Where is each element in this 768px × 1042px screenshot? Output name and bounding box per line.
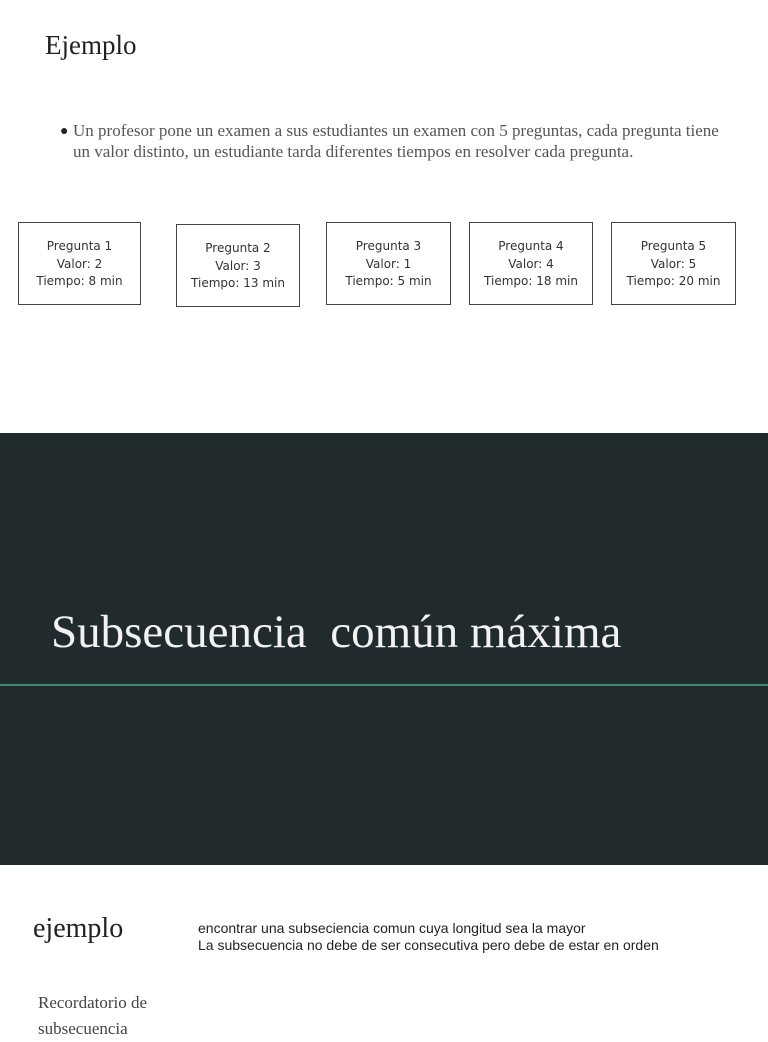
question-time: Tiempo: 13 min — [191, 276, 285, 290]
question-time: Tiempo: 20 min — [626, 274, 721, 288]
question-name: Pregunta 4 — [498, 239, 564, 253]
slide-ejemplo-lcs — [0, 865, 768, 1038]
subtitle-text: Recordatorio de subsecuencia — [38, 993, 148, 1038]
question-name: Pregunta 1 — [46, 239, 113, 253]
question-name: Pregunta 3 — [355, 239, 422, 253]
bullet-item — [60, 120, 720, 162]
slide-ejemplo — [0, 0, 768, 433]
accent-divider — [0, 684, 768, 686]
bullet-text: Un profesor pone un examen a sus estudiantes un examen con 5 preguntas, cada pregunta tiene un valor distinto, un estudiante tarda diferentes tiempos en resolver cada pregunta. — [73, 121, 719, 161]
bullet-dot-icon: ● — [60, 124, 69, 139]
description-line: encontrar una subseciencia comun cuya longitud sea la mayor — [198, 920, 586, 936]
slide-section-title — [0, 433, 768, 865]
question-value: Valor: 2 — [56, 256, 103, 271]
question-name: Pregunta 2 — [205, 241, 271, 255]
question-value: Valor: 1 — [365, 256, 412, 271]
question-box — [176, 224, 300, 307]
question-box — [18, 222, 141, 305]
question-box — [326, 222, 451, 305]
description-line: La subsecuencia no debe de ser consecutiva pero debe de estar en orden — [198, 937, 659, 953]
section-title: Subsecuencia común máxima — [51, 606, 622, 658]
question-time: Tiempo: 8 min — [36, 274, 123, 288]
question-value: Valor: 4 — [508, 256, 554, 271]
question-box — [611, 222, 736, 305]
question-time: Tiempo: 18 min — [484, 274, 578, 288]
description-text — [198, 920, 659, 954]
slide-title: Ejemplo — [45, 30, 137, 60]
question-time: Tiempo: 5 min — [345, 274, 432, 288]
question-name: Pregunta 5 — [640, 239, 707, 253]
slide-title: ejemplo — [33, 913, 124, 944]
question-value: Valor: 5 — [650, 256, 697, 271]
question-value: Valor: 3 — [215, 258, 261, 273]
question-box — [469, 222, 593, 305]
